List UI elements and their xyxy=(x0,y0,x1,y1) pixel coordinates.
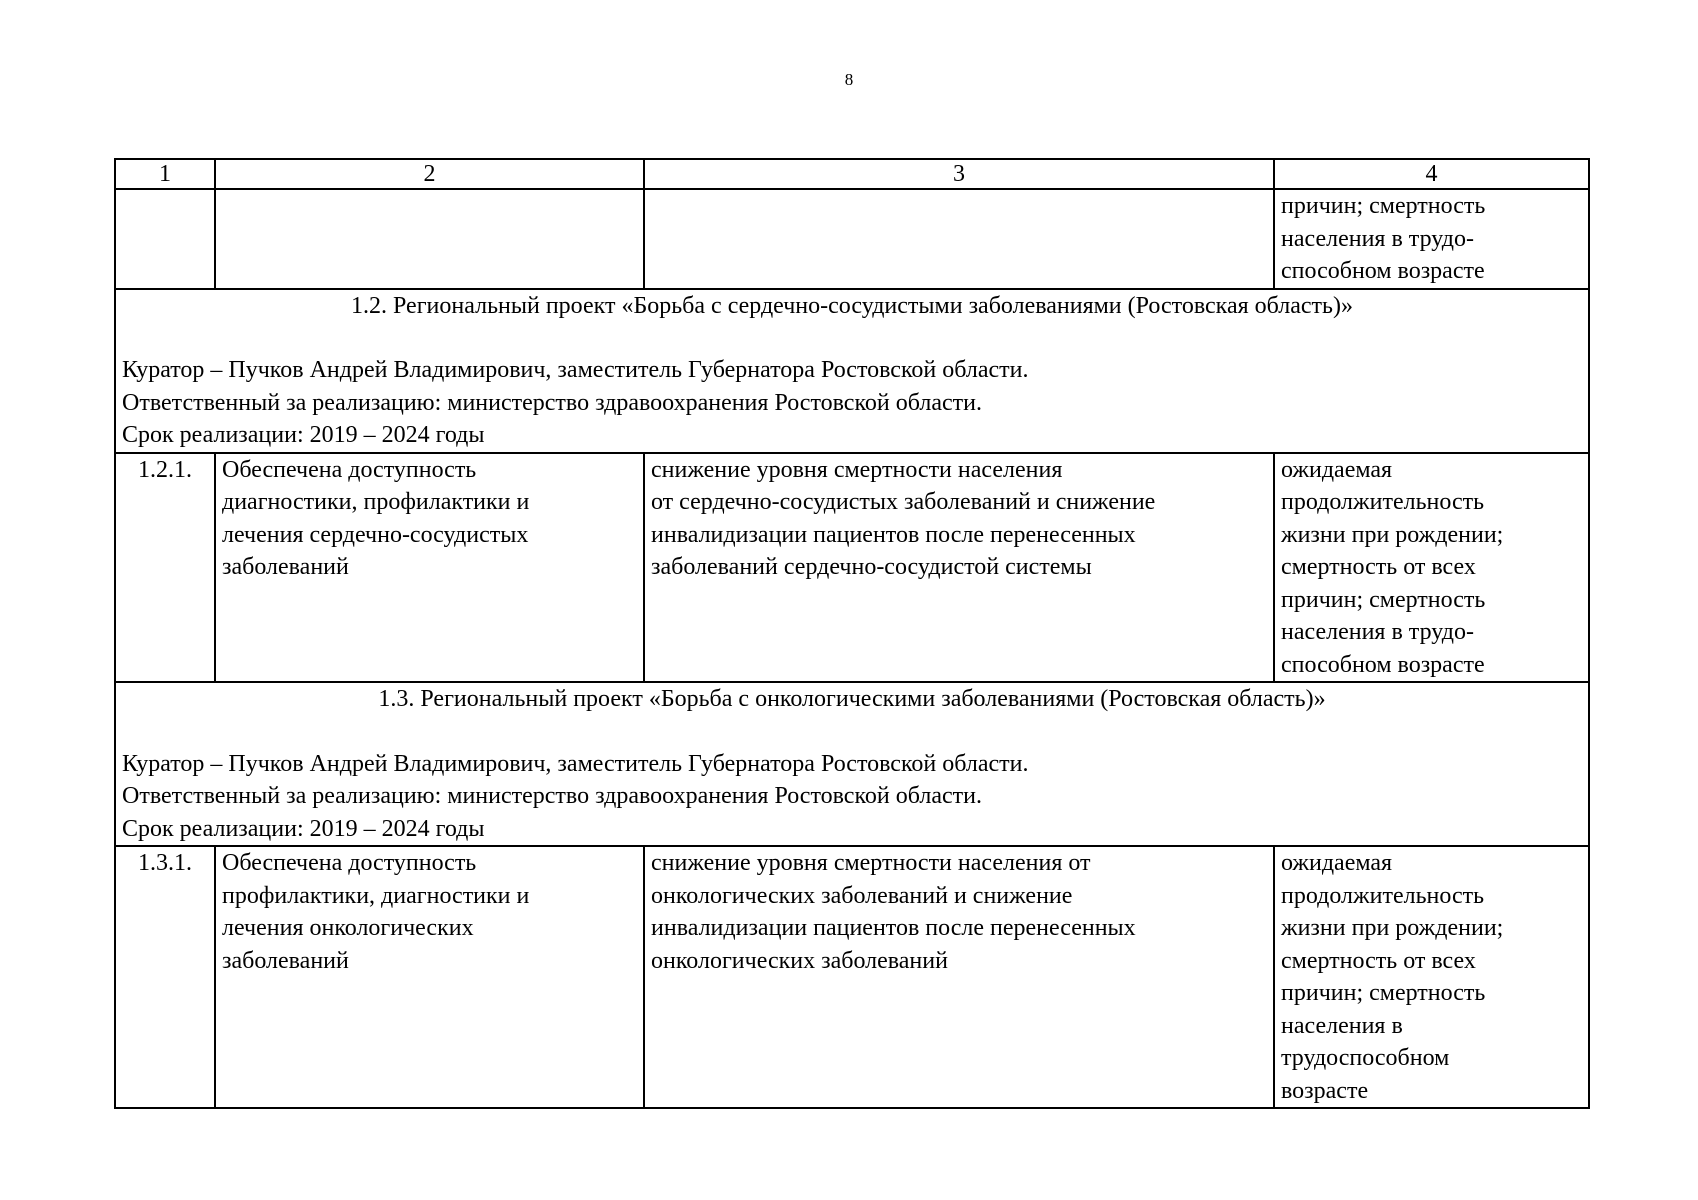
cell-line: продолжительность xyxy=(1281,489,1485,515)
section-header-cell xyxy=(115,682,1589,846)
cell-line: жизни при рождении; xyxy=(1281,521,1504,548)
cell-line: заболеваний сердечно-сосудистой системы xyxy=(651,554,1092,580)
program-table xyxy=(114,158,1590,1109)
cell-line: снижение уровня смертности населения xyxy=(651,456,1063,483)
task-cell xyxy=(215,453,644,683)
page-number: 8 xyxy=(844,70,854,89)
row-number: 1.3.1. xyxy=(115,846,215,1108)
cell-line: заболеваний xyxy=(222,554,349,580)
continuation-row xyxy=(115,189,1589,289)
task-cell xyxy=(215,846,644,1108)
cell-line: причин; смертность xyxy=(1281,193,1486,219)
column-number-row xyxy=(115,159,1589,189)
cell-line: Обеспечена доступность xyxy=(222,850,477,876)
column-number: 1 xyxy=(115,159,215,189)
indicators-cell xyxy=(1274,189,1589,289)
column-number: 4 xyxy=(1274,159,1589,189)
section-term: Срок реализации: 2019 – 2024 годы xyxy=(122,815,485,842)
cell-line: населения в трудо- xyxy=(1281,619,1474,645)
cell-line: населения в трудо- xyxy=(1281,225,1474,252)
section-header-cell xyxy=(115,289,1589,453)
cell-line: ожидаемая xyxy=(1281,850,1393,876)
cell-line: причин; смертность xyxy=(1281,586,1486,613)
section-responsible: Ответственный за реализацию: министерство здравоохранения Ростовской области. xyxy=(122,389,982,416)
cell-line: онкологических заболеваний xyxy=(651,947,948,974)
section-header-row xyxy=(115,682,1589,846)
cell-line: заболеваний xyxy=(222,947,349,974)
cell-line: лечения онкологических xyxy=(222,915,474,941)
cell-line: от сердечно-сосудистых заболеваний и снижение xyxy=(651,489,1156,515)
row-number: 1.2.1. xyxy=(115,453,215,683)
cell-line: снижение уровня смертности населения от xyxy=(651,850,1091,876)
cell-line: возрасте xyxy=(1281,1077,1369,1104)
cell-line: способном возрасте xyxy=(1281,651,1485,678)
indicators-cell xyxy=(1274,453,1589,683)
column-number: 2 xyxy=(215,159,644,189)
cell-line: причин; смертность xyxy=(1281,980,1486,1006)
cell-line: способном возрасте xyxy=(1281,258,1485,284)
cell-line: трудоспособном xyxy=(1281,1045,1450,1071)
cell-line: населения в xyxy=(1281,1012,1403,1039)
effect-cell xyxy=(644,846,1274,1108)
cell-line: смертность от всех xyxy=(1281,947,1476,974)
section-curator: Куратор – Пучков Андрей Владимирович, заместитель Губернатора Ростовской области. xyxy=(122,357,1029,383)
cell-line: лечения сердечно-сосудистых xyxy=(222,521,529,548)
cell-line: инвалидизации пациентов после перенесенных xyxy=(651,915,1136,941)
section-term: Срок реализации: 2019 – 2024 годы xyxy=(122,422,485,448)
cell-line: жизни при рождении; xyxy=(1281,915,1504,941)
cell-line: профилактики, диагностики и xyxy=(222,882,530,909)
cell-line: инвалидизации пациентов после перенесенных xyxy=(651,521,1136,548)
cell-line: диагностики, профилактики и xyxy=(222,489,530,515)
section-title: 1.3. Региональный проект «Борьба с онкологическими заболеваниями (Ростовская область)» xyxy=(378,686,1326,712)
cell-line: продолжительность xyxy=(1281,882,1485,909)
section-header-row xyxy=(115,289,1589,453)
table-row xyxy=(115,453,1589,683)
section-title: 1.2. Региональный проект «Борьба с сердечно-сосудистыми заболеваниями (Ростовская область)» xyxy=(351,292,1353,319)
section-curator: Куратор – Пучков Андрей Владимирович, заместитель Губернатора Ростовской области. xyxy=(122,750,1029,777)
indicators-cell xyxy=(1274,846,1589,1108)
cell-line: ожидаемая xyxy=(1281,456,1393,483)
cell-line: онкологических заболеваний и снижение xyxy=(651,882,1073,909)
cell-line: Обеспечена доступность xyxy=(222,456,477,483)
section-responsible: Ответственный за реализацию: министерство здравоохранения Ростовской области. xyxy=(122,783,982,809)
table-row xyxy=(115,846,1589,1108)
column-number: 3 xyxy=(644,159,1274,189)
cell-line: смертность от всех xyxy=(1281,554,1476,580)
effect-cell xyxy=(644,453,1274,683)
